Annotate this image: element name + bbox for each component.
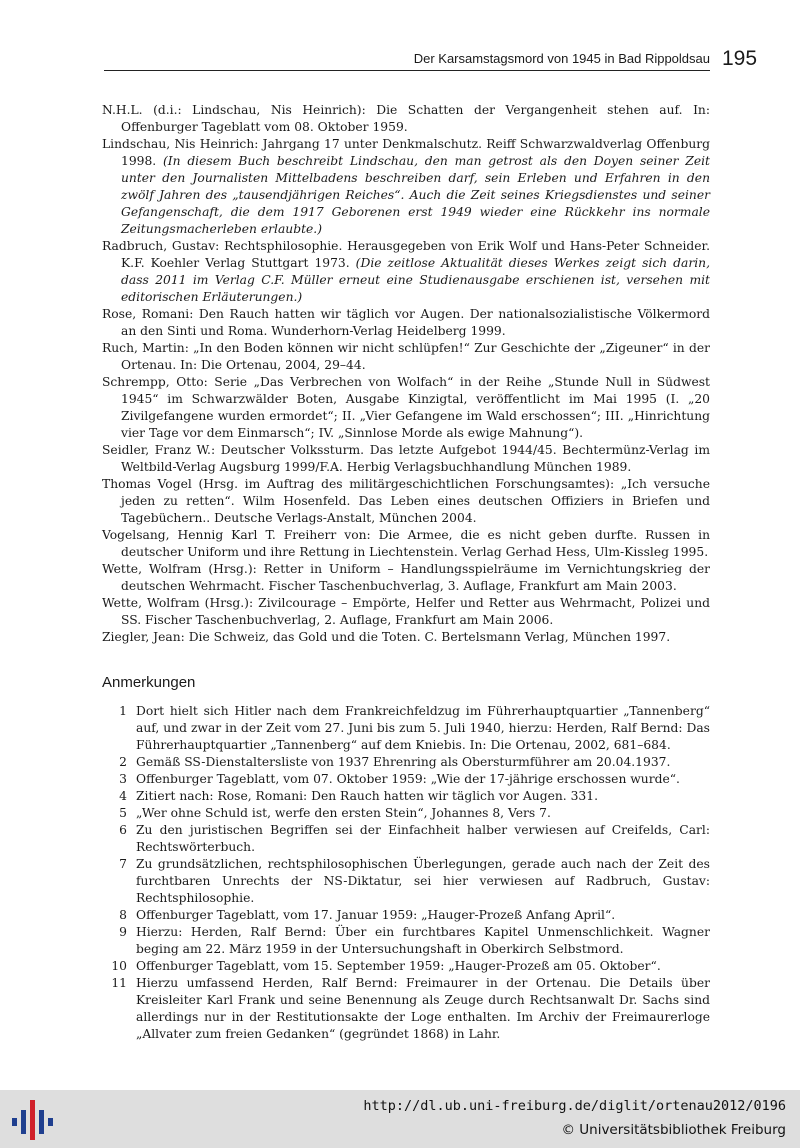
bibliography-comment: (Die zeitlose Aktualität dieses Werkes zeigt sich darin, dass 2011 im Verlag C.F. Müller erneut eine Studienausgabe erschienen ist, versehen mit editorischen Erläuterungen.) — [121, 256, 710, 304]
bibliography-text: Radbruch, Gustav: Rechtsphilosophie. Herausgegeben von Erik Wolf und Hans-Peter Schneider. K.F. Koehler Verlag Stuttgart 1973. — [102, 239, 710, 270]
bibliography-text: Ziegler, Jean: Die Schweiz, das Gold und die Toten. C. Bertelsmann Verlag, München 1997. — [102, 630, 671, 644]
note-text: Zitiert nach: Rose, Romani: Den Rauch hatten wir täglich vor Augen. 331. — [136, 789, 598, 803]
bibliography-entry — [102, 340, 710, 374]
bibliography-entry — [102, 374, 710, 442]
page-number: 195 — [722, 47, 758, 70]
note-item — [102, 703, 710, 754]
notes-heading: Anmerkungen — [102, 674, 196, 691]
note-number: 1 — [119, 704, 127, 718]
note-number: 3 — [119, 772, 127, 786]
source-url-link[interactable]: http://dl.ub.uni-freiburg.de/diglit/ortenau2012/0196 — [363, 1098, 786, 1114]
bibliography-entry — [102, 595, 710, 629]
bibliography-entry — [102, 629, 710, 646]
note-item — [102, 805, 710, 822]
notes-list — [102, 703, 710, 1043]
note-number: 6 — [119, 823, 127, 837]
note-item — [102, 856, 710, 907]
note-number: 7 — [119, 857, 127, 871]
bibliography-entry — [102, 136, 710, 238]
bibliography-text: Vogelsang, Hennig Karl T. Freiherr von: Die Armee, die es nicht geben durfte. Russen in deutscher Uniform und ihre Rettung in Liechtenstein. Verlag Gerhad Hess, Ulm-Kissleg 1995. — [102, 528, 710, 559]
note-text: Zu grundsätzlichen, rechtsphilosophischen Überlegungen, gerade auch nach der Zeit des furchtbaren Unrechts der NS-Diktatur, sei hier verwiesen auf Radbruch, Gustav: Rechtsphilosophie. — [136, 857, 710, 905]
bibliography-comment: (In diesem Buch beschreibt Lindschau, den man getrost als den Doyen seiner Zeit unter den Journalisten Mittelbadens beschreiben darf, sein Erleben und Erfahren in den zwölf Jahren des „tausendjährigen Reiches“. Auch die Zeit seines Kriegsdienstes und seiner Gefangenschaft, die dem 1917 Geborenen erst 1949 wieder eine Rückkehr ins normale Zeitungsmacherleben erlaubte.) — [121, 154, 710, 236]
bibliography-text: Wette, Wolfram (Hrsg.): Retter in Uniform – Handlungsspielräume im Vernichtungskrieg der deutschen Wehrmacht. Fischer Taschenbuchverlag, 3. Auflage, Frankfurt am Main 2003. — [102, 562, 710, 593]
note-text: Offenburger Tageblatt, vom 07. Oktober 1959: „Wie der 17-jährige erschossen wurde“. — [136, 772, 680, 786]
note-text: Hierzu: Herden, Ralf Bernd: Über ein furchtbares Kapitel Unmenschlichkeit. Wagner beging am 22. März 1959 in der Untersuchungshaft in Oberkirch Selbstmord. — [136, 925, 710, 956]
note-text: Offenburger Tageblatt, vom 15. September 1959: „Hauger-Prozeß am 05. Oktober“. — [136, 959, 661, 973]
note-item — [102, 754, 710, 771]
bibliography-text: Ruch, Martin: „In den Boden können wir nicht schlüpfen!“ Zur Geschichte der „Zigeuner“ in der Ortenau. In: Die Ortenau, 2004, 29–44. — [102, 341, 710, 372]
note-text: Hierzu umfassend Herden, Ralf Bernd: Freimaurer in der Ortenau. Die Details über Kreisleiter Karl Frank und seine Benennung als Zeuge durch Rechtsanwalt Dr. Sachs sind allerdings nur in der Restitutionsakte der Loge enthalten. Im Archiv der Freimaurerloge „Allvater zum freien Gedanken“ (gegründet 1868) in Lahr. — [136, 976, 710, 1041]
note-item — [102, 788, 710, 805]
copyright-notice: © Universitätsbibliothek Freiburg — [561, 1122, 786, 1138]
bibliography-text: N.H.L. (d.i.: Lindschau, Nis Heinrich): Die Schatten der Vergangenheit stehen auf. In: Offenburger Tageblatt vom 08. Oktober 1959. — [102, 103, 710, 134]
note-text: Offenburger Tageblatt, vom 17. Januar 1959: „Hauger-Prozeß Anfang April“. — [136, 908, 616, 922]
note-number: 2 — [119, 755, 127, 769]
note-number: 9 — [119, 925, 127, 939]
bibliography-entry — [102, 442, 710, 476]
bibliography-list — [102, 102, 710, 646]
note-text: Gemäß SS-Dienstaltersliste von 1937 Ehrenring als Obersturmführer am 20.04.1937. — [136, 755, 671, 769]
bibliography-text: Thomas Vogel (Hrsg. im Auftrag des militärgeschichtlichen Forschungsamtes): „Ich versuche jeden zu retten“. Wilm Hosenfeld. Das Leben eines deutschen Offiziers in Briefen und Tagebüchern.. Deutsche Verlags-Anstalt, München 2004. — [102, 477, 710, 525]
ub-freiburg-logo-icon[interactable] — [8, 1096, 54, 1144]
note-item — [102, 771, 710, 788]
note-item — [102, 958, 710, 975]
bibliography-text: Schrempp, Otto: Serie „Das Verbrechen von Wolfach“ in der Reihe „Stunde Null in Südwest 1945“ im Schwarzwälder Boten, Ausgabe Kinzigtal, veröffentlicht im Mai 1995 (I. „20 Zivilgefangene wurden ermordet“; II. „Vier Gefangene im Wald erschossen“; III. „Hinrichtung vier Tage vor dem Einmarsch“; IV. „Sinnlose Morde als ewige Mahnung“). — [102, 375, 710, 440]
note-item — [102, 907, 710, 924]
bibliography-text: Seidler, Franz W.: Deutscher Volkssturm. Das letzte Aufgebot 1944/45. Bechtermünz-Verlag im Weltbild-Verlag Augsburg 1999/F.A. Herbig Verlagsbuchhandlung München 1989. — [102, 443, 710, 474]
bibliography-text: Wette, Wolfram (Hrsg.): Zivilcourage – Empörte, Helfer und Retter aus Wehrmacht, Polizei und SS. Fischer Taschenbuchverlag, 2. Auflage, Frankfurt am Main 2006. — [102, 596, 710, 627]
bibliography-entry — [102, 306, 710, 340]
note-text: Dort hielt sich Hitler nach dem Frankreichfeldzug im Führerhauptquartier „Tannenberg“ auf, und zwar in der Zeit vom 27. Juni bis zum 5. Juli 1940, hierzu: Herden, Ralf Bernd: Das Führerhauptquartier „Tannenberg“ auf dem Kniebis. In: Die Ortenau, 2002, 681–684. — [136, 704, 710, 752]
note-item — [102, 924, 710, 958]
note-number: 10 — [111, 959, 127, 973]
note-item — [102, 975, 710, 1043]
bibliography-entry — [102, 561, 710, 595]
note-number: 11 — [111, 976, 127, 990]
bibliography-entry — [102, 476, 710, 527]
running-title: Der Karsamstagsmord von 1945 in Bad Rippoldsau — [104, 48, 710, 71]
footer-bar — [0, 1090, 800, 1148]
bibliography-entry — [102, 527, 710, 561]
bibliography-text: Rose, Romani: Den Rauch hatten wir täglich vor Augen. Der nationalsozialistische Völkermord an den Sinti und Roma. Wunderhorn-Verlag Heidelberg 1999. — [102, 307, 710, 338]
note-number: 4 — [119, 789, 127, 803]
note-number: 8 — [119, 908, 127, 922]
note-item — [102, 822, 710, 856]
note-text: „Wer ohne Schuld ist, werfe den ersten Stein“, Johannes 8, Vers 7. — [136, 806, 551, 820]
note-number: 5 — [119, 806, 127, 820]
bibliography-entry — [102, 238, 710, 306]
bibliography-text: Lindschau, Nis Heinrich: Jahrgang 17 unter Denkmalschutz. Reiff Schwarzwaldverlag Offenburg 1998. — [102, 137, 710, 168]
bibliography-entry — [102, 102, 710, 136]
note-text: Zu den juristischen Begriffen sei der Einfachheit halber verwiesen auf Creifelds, Carl: Rechtswörterbuch. — [136, 823, 710, 854]
